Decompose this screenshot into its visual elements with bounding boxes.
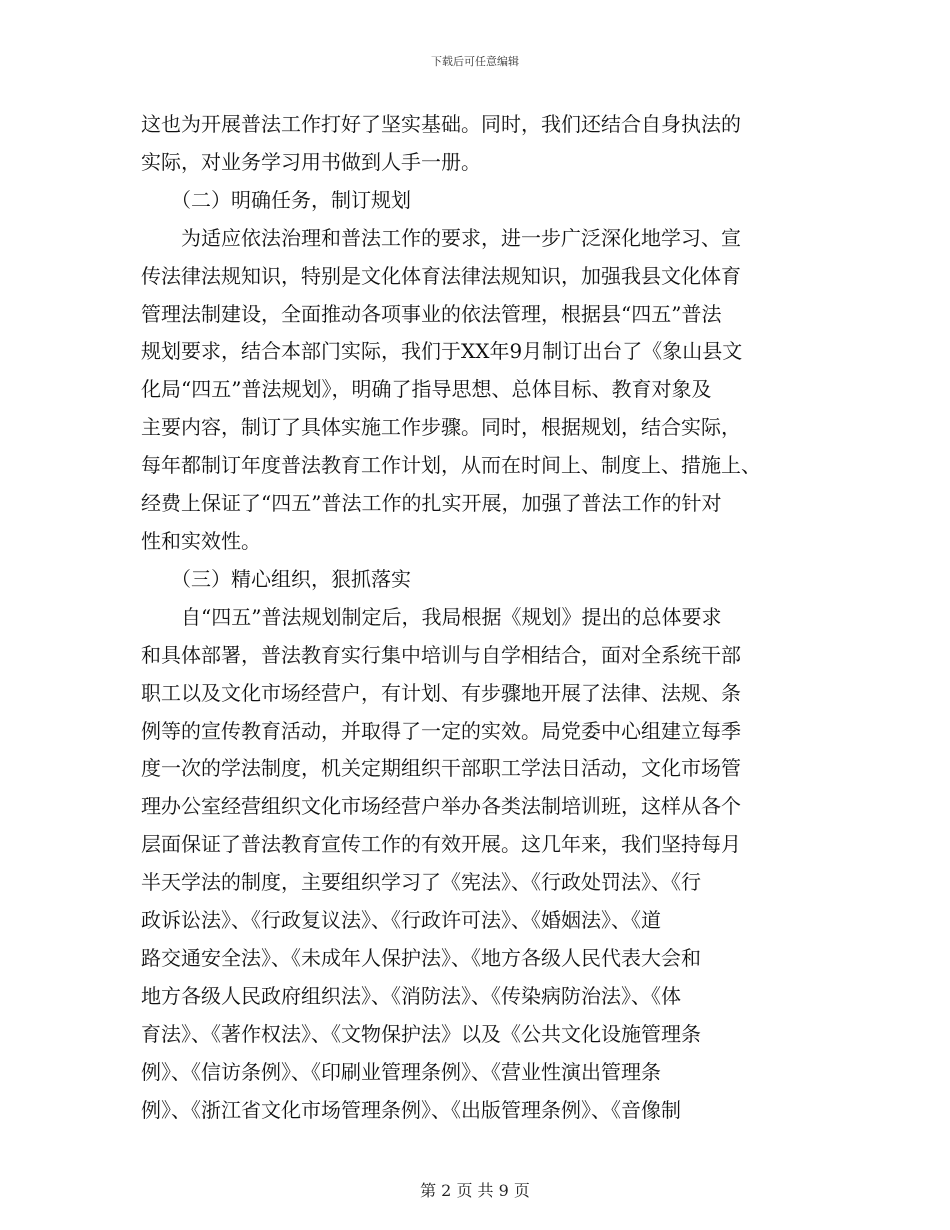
text-line: 度一次的学法制度，机关定期组织干部职工学法日活动，文化市场管 [141,756,741,781]
text-line: 例》、《信访条例》、《印刷业管理条例》、《营业性演出管理条 [141,1059,661,1084]
document-body [141,106,811,1129]
text-line: 路交通安全法》、《未成年人保护法》、《地方各级人民代表大会和 [141,945,701,970]
text-line: 例等的宣传教育活动，并取得了一定的实效。局党委中心组建立每季 [141,718,741,743]
paragraph-planning [141,220,811,561]
section-heading-3 [141,561,811,599]
text-line: 职工以及文化市场经营户，有计划、有步骤地开展了法律、法规、条 [141,680,741,705]
text-line: 化局“四五”普法规划》，明确了指导思想、总体目标、教育对象及 [141,377,712,402]
text-line: 传法律法规知识，特别是文化体育法律法规知识，加强我县文化体育 [141,263,741,288]
text-line: 这也为开展普法工作打好了坚实基础。同时，我们还结合自身执法的 [141,112,741,136]
page-footer: 第 2 页 共 9 页 [420,1181,530,1200]
text-line: 自“四五”普法规划制定后，我局根据《规划》提出的总体要求 [141,604,722,629]
text-line: 层面保证了普法教育宣传工作的有效开展。这几年来，我们坚持每月 [141,832,741,857]
text-line: 主要内容，制订了具体实施工作步骤。同时，根据规划，结合实际， [141,415,741,440]
text-line: 理办公室经营组织文化市场经营户举办各类法制培训班，这样从各个 [141,794,741,819]
text-line: 例》、《浙江省文化市场管理条例》、《出版管理条例》、《音像制 [141,1097,681,1122]
section-heading-2 [141,182,811,220]
text-line: 实际，对业务学习用书做到人手一册。 [141,149,481,174]
text-line: 为适应依法治理和普法工作的要求，进一步广泛深化地学习、宣 [141,225,741,250]
text-line: 政诉讼法》、《行政复议法》、《行政许可法》、《婚姻法》、《道 [141,908,661,933]
text-line: （二）明确任务，制订规划 [141,187,411,212]
paragraph-implementation [141,599,811,1130]
text-line: 性和实效性。 [141,528,261,553]
paragraph-1 [141,106,811,182]
text-line: 半天学法的制度，主要组织学习了《宪法》、《行政处罚法》、《行 [141,870,701,895]
page-header: 下载后可任意编辑 [431,55,519,68]
text-line: 育法》、《著作权法》、《文物保护法》以及《公共文化设施管理条 [141,1021,701,1046]
text-line: 规划要求，结合本部门实际，我们于XX年9月制订出台了《象山县文 [141,339,743,364]
text-line: 经费上保证了“四五”普法工作的扎实开展，加强了普法工作的针对 [141,491,722,516]
text-line: 和具体部署，普法教育实行集中培训与自学相结合，面对全系统干部 [141,642,741,667]
text-line: 地方各级人民政府组织法》、《消防法》、《传染病防治法》、《体 [141,983,681,1008]
text-line: 管理法制建设，全面推动各项事业的依法管理，根据县“四五”普法 [141,301,722,326]
text-line: 每年都制订年度普法教育工作计划，从而在时间上、制度上、措施上、 [141,453,761,478]
text-line: （三）精心组织，狠抓落实 [141,566,411,591]
